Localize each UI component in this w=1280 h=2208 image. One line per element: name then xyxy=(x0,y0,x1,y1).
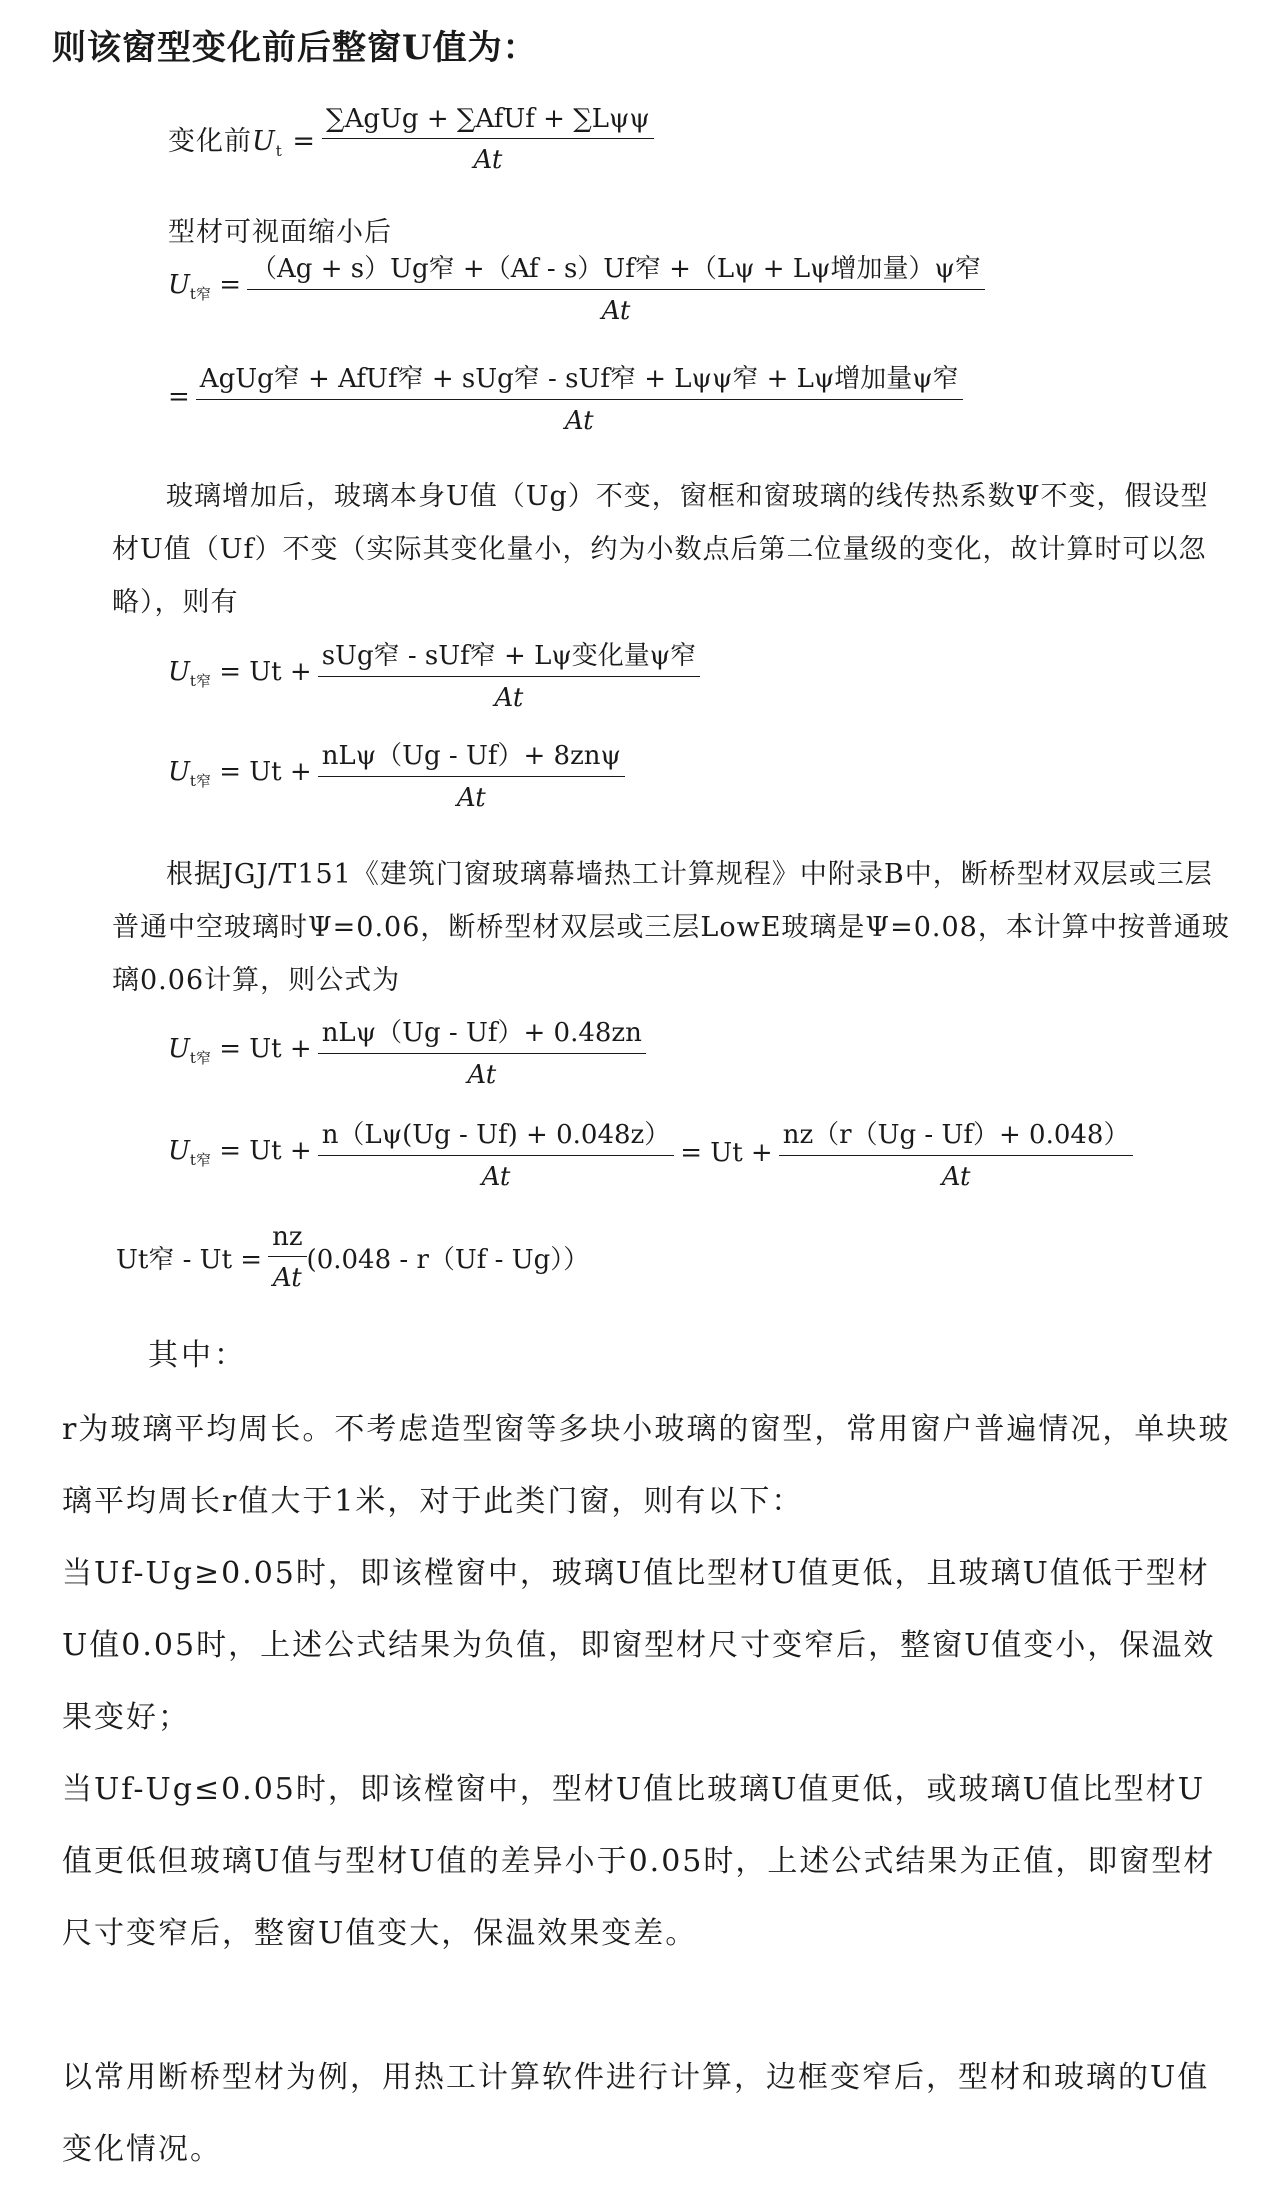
formula-denominator: At xyxy=(467,1060,497,1090)
formula-numerator: AgUg窄 + AfUf窄 + sUg窄 - sUf窄 + Lψψ窄 + Lψ增加量ψ窄 xyxy=(196,358,963,400)
paragraph-example: 以常用断桥型材为例，用热工计算软件进行计算，边框变窄后，型材和玻璃的U值变化情况。 xyxy=(62,2060,1210,2167)
shrink-label: 型材可视面缩小后 xyxy=(168,217,392,248)
formula-denominator: At xyxy=(601,296,631,326)
formula-denominator: At xyxy=(494,683,524,713)
formula-006: $U_{t窄} = Ut$ + $\frac{\text{nLψ（Ug - Uf）+ 0.48zn}}{At}$ xyxy=(168,1012,646,1090)
where-label: 其中： xyxy=(148,1338,247,1373)
formula-denominator: At xyxy=(564,406,594,436)
formula-numerator: sUg窄 - sUf窄 + Lψ变化量ψ窄 xyxy=(318,635,700,677)
formula-numerator: nLψ（Ug - Uf）+ 0.48zn xyxy=(318,1012,646,1054)
formula-denominator: At xyxy=(473,145,503,175)
formula-denominator-2: At xyxy=(941,1162,971,1192)
formula-denominator: At xyxy=(456,783,486,813)
formula-expanded: = $\frac{\text{AgUg窄 + AfUf窄 + sUg窄 - sUf窄 + Lψψ窄 + Lψ增加量ψ窄}}{At}$ xyxy=(168,358,963,436)
paragraph-glass-increase: 玻璃增加后，玻璃本身U值（Ug）不变，窗框和窗玻璃的线传热系数Ψ不变，假设型材U值（Uf）不变（实际其变化量小，约为小数点后第二位量级的变化，故计算时可以忽略），则有 xyxy=(112,481,1209,618)
formula-numerator: （Ag + s）Ug窄 +（Af - s）Uf窄 +（Lψ + Lψ增加量）ψ窄 xyxy=(247,248,985,290)
formula-difference: Ut窄 - Ut = $\frac{nz}{At}$ (0.048 - r（Uf - Ug）） xyxy=(116,1222,590,1293)
paragraph-perimeter: r为玻璃平均周长。不考虑造型窗等多块小玻璃的窗型，常用窗户普遍情况，单块玻璃平均周长r值大于1米，对于此类门窗，则有以下： xyxy=(62,1412,1231,1519)
paragraph-standard: 根据JGJ/T151《建筑门窗玻璃幕墙热工计算规程》中附录B中，断桥型材双层或三层普通中空玻璃时Ψ=0.06，断桥型材双层或三层LowE玻璃是Ψ=0.08，本计算中按普通玻璃0.06计算，则公式为 xyxy=(112,859,1230,996)
formula-numerator: ∑AgUg + ∑AfUf + ∑Lψψ xyxy=(322,104,654,139)
formula-factored: $U_{t窄} = Ut$ + $\frac{n(L\psi(Ug - Uf) + 0.048z)}{At}$ = Ut + $\frac{nz(r(Ug - Uf)+ 0.048)}{At}$ xyxy=(168,1114,1133,1192)
formula-before xyxy=(168,104,654,175)
section-heading: 则该窗型变化前后整窗U值为： xyxy=(52,28,538,68)
formula-numerator: nz xyxy=(268,1222,306,1257)
formula-psi: $U_{t窄} = Ut$ + $\frac{\text{nLψ（Ug - Uf）+ 8znψ}}{At}$ xyxy=(168,735,625,813)
formula-numerator: n（Lψ(Ug - Uf) + 0.048z） xyxy=(318,1114,675,1156)
formula-change: $U_{t窄} = Ut$ + $\frac{\text{sUg窄 - sUf窄 + Lψ变化量ψ窄}}{At}$ xyxy=(168,635,700,713)
paragraph-case-positive: 当Uf-Ug≤0.05时，即该樘窗中，型材U值比玻璃U值更低，或玻璃U值比型材U值更低但玻璃U值与型材U值的差异小于0.05时，上述公式结果为正值，即窗型材尺寸变窄后，整窗U值变大，保温效果变差。 xyxy=(62,1772,1216,1951)
formula-numerator-2: nz（r（Ug - Uf）+ 0.048） xyxy=(779,1114,1134,1156)
before-label: 变化前$U_t$ = xyxy=(168,126,317,160)
formula-denominator: At xyxy=(272,1263,302,1293)
formula-numerator: nLψ（Ug - Uf）+ 8znψ xyxy=(318,735,625,777)
formula-after-shrink: $U_{t窄}$ = $\frac{\text{（Ag + s）Ug窄 +（Af - s）Uf窄 +（Lψ + Lψ增加量）ψ窄}}{At}$ xyxy=(168,248,985,326)
paragraph-case-negative: 当Uf-Ug≥0.05时，即该樘窗中，玻璃U值比型材U值更低，且玻璃U值低于型材U值0.05时，上述公式结果为负值，即窗型材尺寸变窄后，整窗U值变小，保温效果变好； xyxy=(62,1556,1216,1735)
formula-denominator: At xyxy=(481,1162,511,1192)
